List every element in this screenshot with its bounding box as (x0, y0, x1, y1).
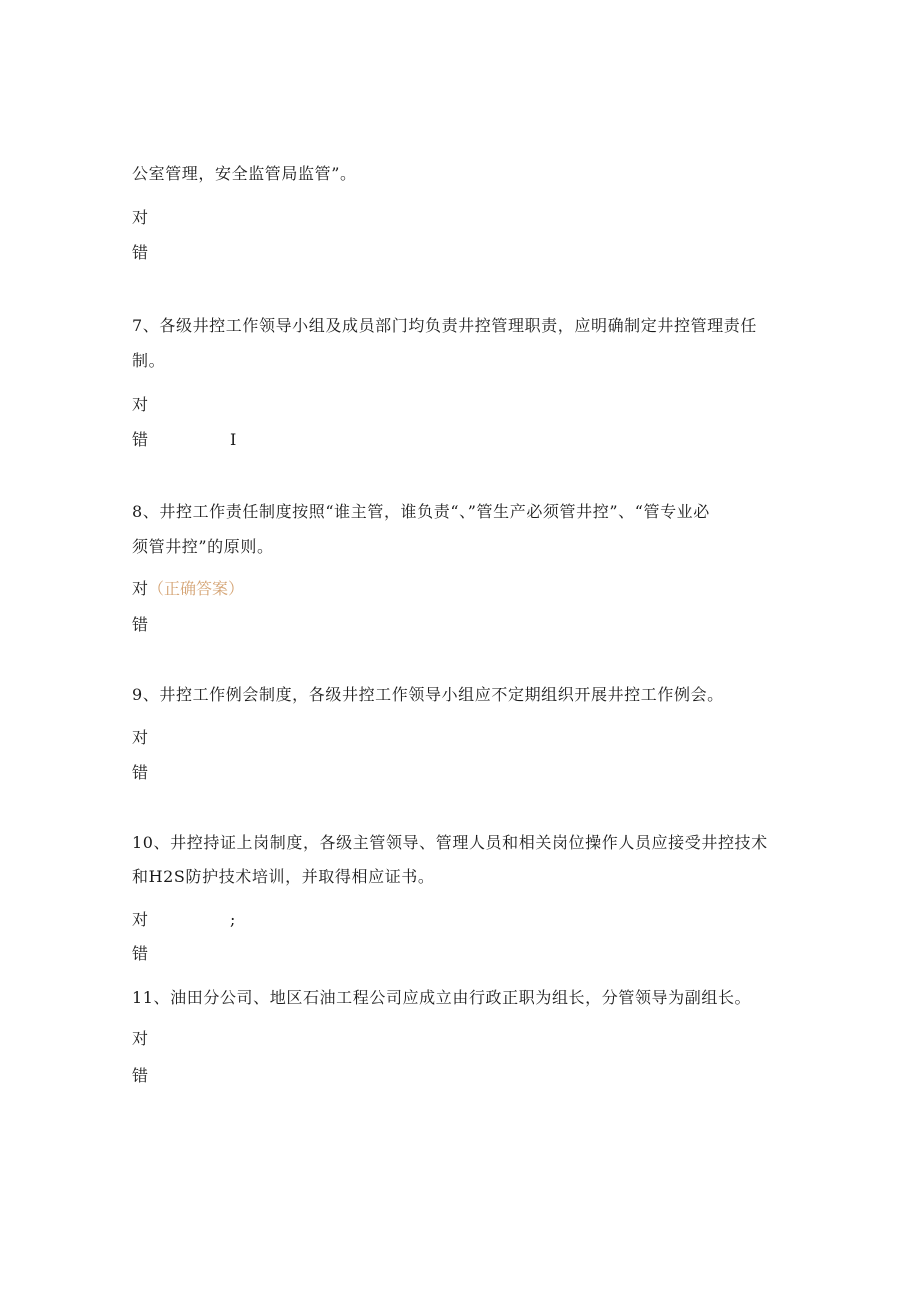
option-true-label: 对 (132, 579, 149, 598)
question-10-line-2: 和H2S防护技术培训，并取得相应证书。 (132, 867, 435, 886)
intro-line: 公室管理，安全监管局监管”。 (132, 164, 357, 183)
option-false[interactable]: 错 (132, 763, 149, 782)
option-true[interactable]: 对 (132, 395, 149, 414)
option-true[interactable]: 对 (132, 910, 149, 929)
question-10-line-1: 10、井控持证上岗制度，各级主管领导、管理人员和相关岗位操作人员应接受井控技术 (132, 833, 768, 852)
correct-answer-marker: （正确答案） (148, 579, 245, 598)
question-8-line-2: 须管井控”的原则。 (132, 537, 274, 556)
option-false[interactable]: 错 (132, 1066, 149, 1085)
stray-semicolon-mark: ; (230, 910, 236, 929)
option-false[interactable]: 错 (132, 430, 149, 449)
question-9-line-1: 9、井控工作例会制度，各级井控工作领导小组应不定期组织开展井控工作例会。 (132, 685, 724, 704)
option-true[interactable] (132, 579, 244, 599)
question-8-line-1: 8、井控工作责任制度按照“谁主管，谁负责“、”管生产必须管井控”、“管专业必 (132, 502, 710, 521)
option-false[interactable]: 错 (132, 944, 149, 963)
stray-cursor-mark: I (230, 430, 237, 449)
option-true[interactable]: 对 (132, 208, 149, 227)
question-7-line-2: 制。 (132, 351, 166, 370)
option-true[interactable]: 对 (132, 1029, 149, 1048)
option-false[interactable]: 错 (132, 243, 149, 262)
option-false[interactable]: 错 (132, 615, 149, 634)
question-7-line-1: 7、各级井控工作领导小组及成员部门均负责井控管理职责，应明确制定井控管理责任 (132, 316, 757, 335)
question-11-line-1: 11、油田分公司、地区石油工程公司应成立由行政正职为组长，分管领导为副组长。 (132, 988, 752, 1007)
option-true[interactable]: 对 (132, 728, 149, 747)
